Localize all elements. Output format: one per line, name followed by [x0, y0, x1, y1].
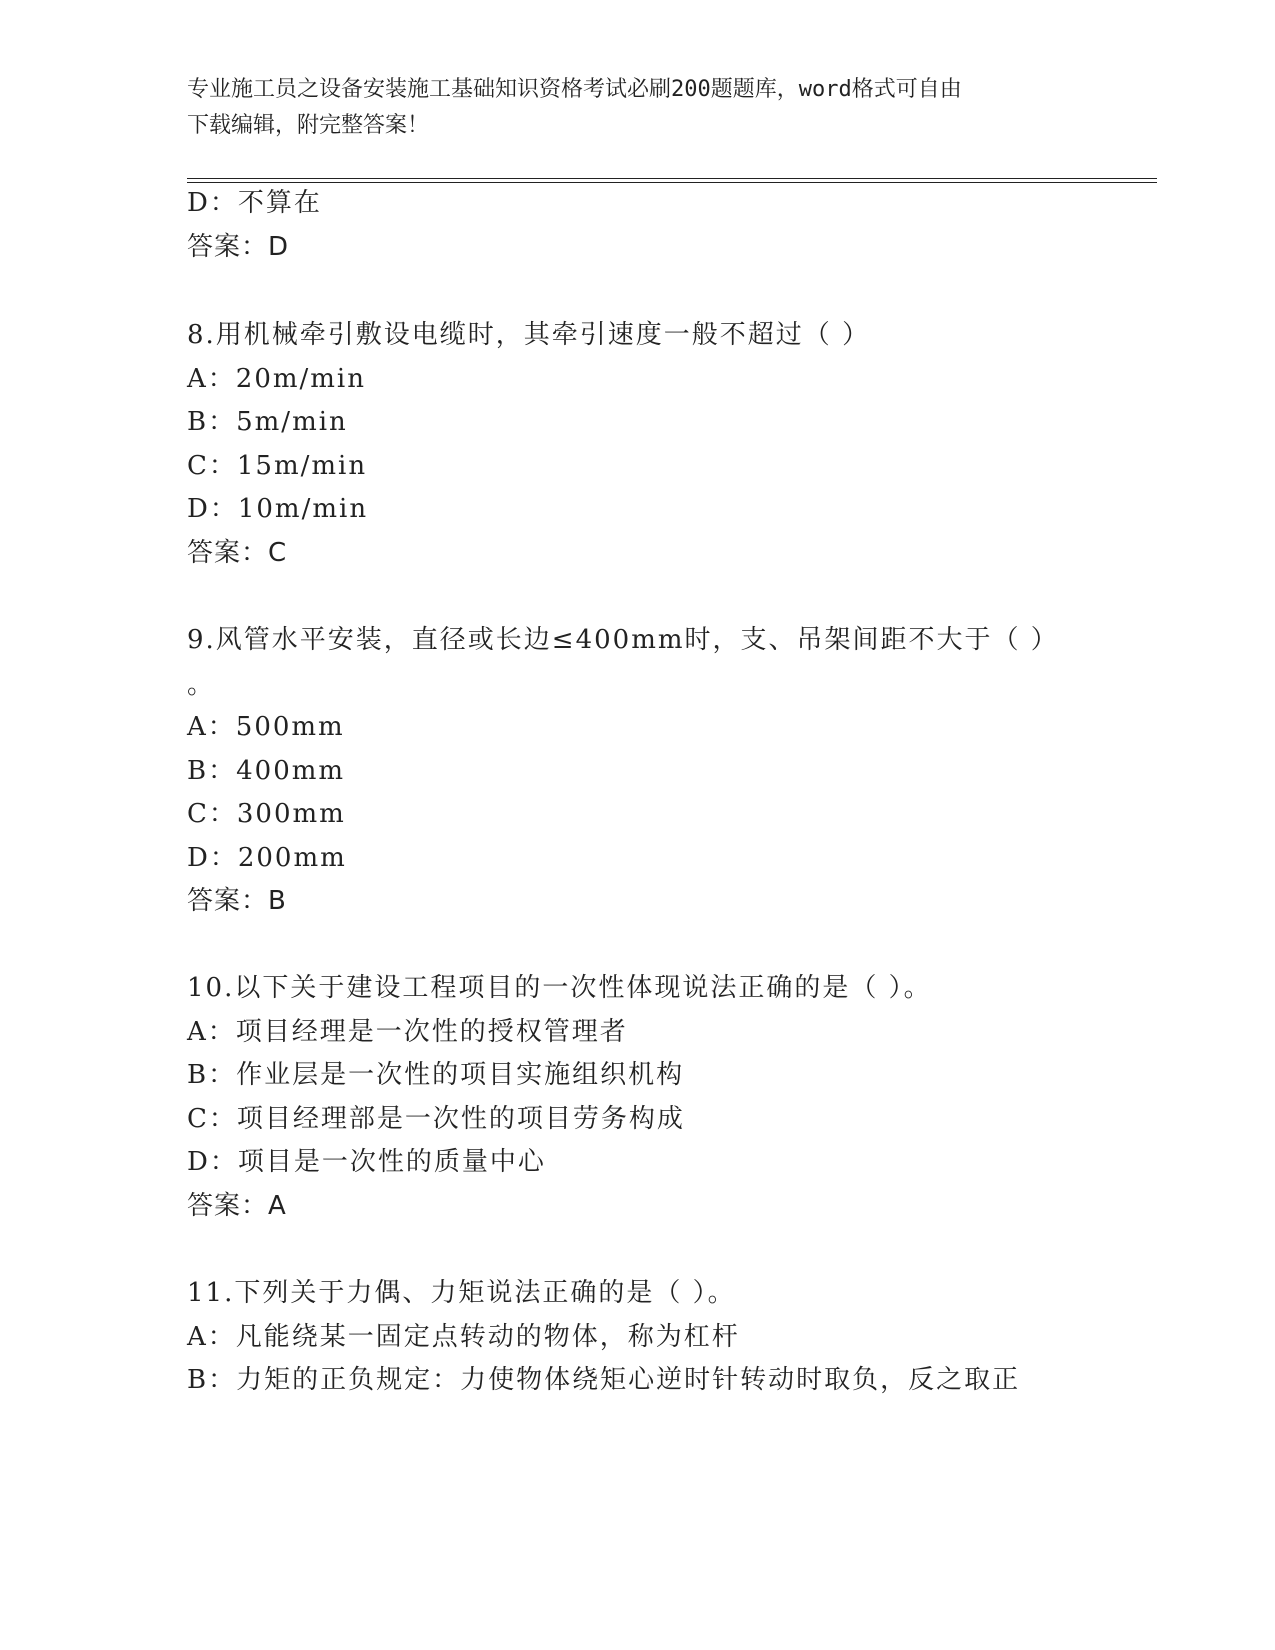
q11-option-a: A：凡能绕某一固定点转动的物体，称为杠杆: [187, 1322, 740, 1352]
q8-stem: 8.用机械牵引敷设电缆时，其牵引速度一般不超过（ ）: [187, 320, 871, 350]
q10-option-a: A：项目经理是一次性的授权管理者: [187, 1017, 628, 1047]
header-divider: [187, 178, 1157, 183]
q8-answer: 答案：C: [187, 538, 288, 568]
q11-option-b: B：力矩的正负规定：力使物体绕矩心逆时针转动时取负，反之取正: [187, 1365, 1021, 1395]
q9-stem: 9.风管水平安装，直径或长边≤400mm时，支、吊架间距不大于（ ）: [187, 625, 1059, 655]
q11-stem: 11.下列关于力偶、力矩说法正确的是（ ）。: [187, 1278, 736, 1308]
document-header: [187, 72, 1087, 144]
q7-answer: 答案：D: [187, 232, 290, 262]
q9-option-c: C：300mm: [187, 799, 346, 829]
header-title-line-1: 专业施工员之设备安装施工基础知识资格考试必刷200题题库，word格式可自由: [187, 77, 962, 102]
q10-option-c: C：项目经理部是一次性的项目劳务构成: [187, 1104, 685, 1134]
q7-option-d: D：不算在: [187, 188, 322, 218]
q9-stem-continuation: 。: [187, 670, 216, 700]
q9-option-b: B：400mm: [187, 756, 346, 786]
q10-stem: 10.以下关于建设工程项目的一次性体现说法正确的是（ ）。: [187, 973, 932, 1003]
q9-option-a: A：500mm: [187, 712, 345, 742]
q10-option-d: D：项目是一次性的质量中心: [187, 1147, 546, 1177]
header-title-line-2: 下载编辑，附完整答案！: [187, 113, 430, 138]
q8-option-d: D：10m/min: [187, 494, 369, 524]
q10-option-b: B：作业层是一次性的项目实施组织机构: [187, 1060, 685, 1090]
q9-option-d: D：200mm: [187, 843, 347, 873]
q8-option-c: C：15m/min: [187, 451, 368, 481]
q10-answer: 答案：A: [187, 1191, 287, 1221]
q8-option-a: A：20m/min: [187, 364, 366, 394]
q9-answer: 答案：B: [187, 886, 287, 916]
q8-option-b: B：5m/min: [187, 407, 348, 437]
